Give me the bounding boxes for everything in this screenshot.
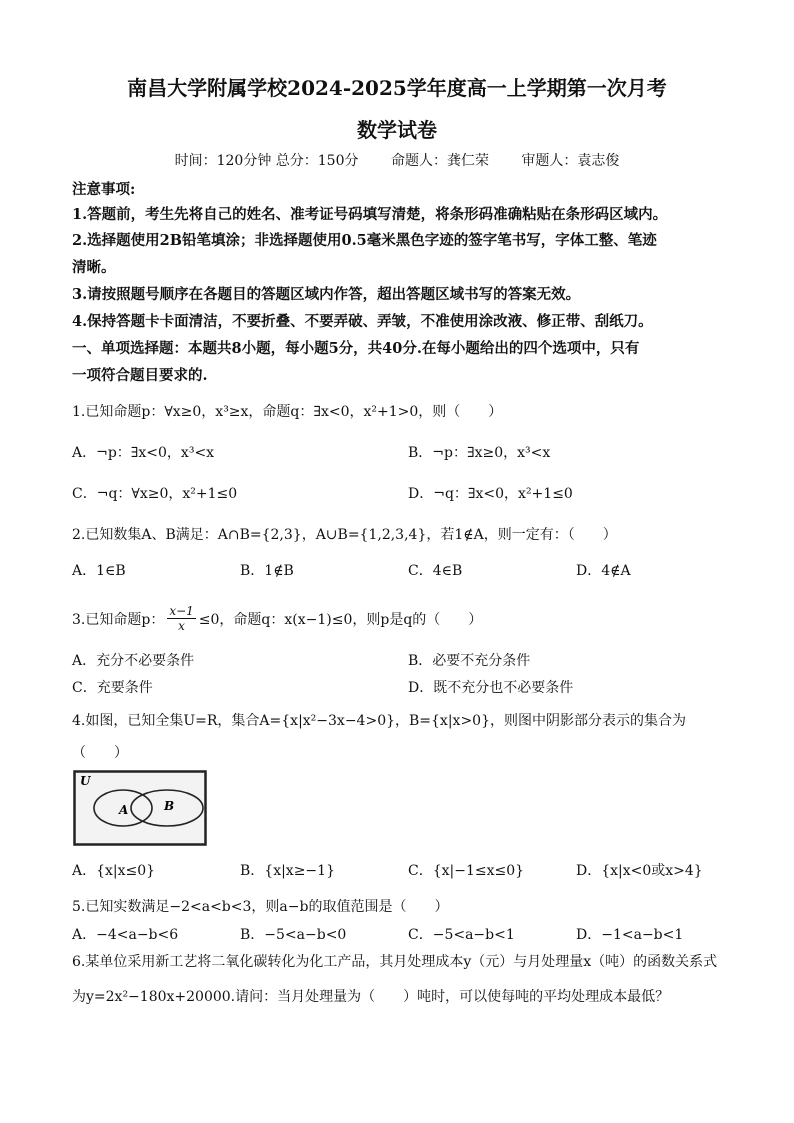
q3-stem-post: ≤0，命题q：x(x−1)≤0，则p是q的（ ） <box>198 611 483 628</box>
exam-meta <box>0 150 794 170</box>
q5-option-b: B．−5<a−b<0 <box>240 927 347 943</box>
note-1: 1.答题前，考生先将自己的姓名、准考证号码填写清楚，将条形码准确粘贴在条形码区域内。 <box>72 206 668 223</box>
q4-option-d: D．{x|x<0或x>4} <box>576 863 703 879</box>
q6-stem-cont: 为y=2x²−180x+20000.请问：当月处理量为（ ）吨时，可以使每吨的平均处理成本最低？ <box>72 989 670 1005</box>
q3-fraction-numerator: x−1 <box>169 604 194 618</box>
section-1-header: 一、单项选择题：本题共8小题，每小题5分，共40分.在每小题给出的四个选项中，只有 <box>72 340 640 357</box>
exam-time: 时间：120分钟 总分：150分 <box>174 153 359 169</box>
note-2-cont: 清晰。 <box>72 259 116 276</box>
section-1-header-cont: 一项符合题目要求的. <box>72 367 208 384</box>
q2-option-d: D．4∉A <box>576 563 631 579</box>
q4-option-a: A．{x|x≤0} <box>72 863 156 879</box>
q3-option-a: A．充分不必要条件 <box>72 653 195 669</box>
q5-option-a: A．−4<a−b<6 <box>72 927 179 943</box>
note-3: 3.请按照题号顺序在各题目的答题区域内作答，超出答题区域书写的答案无效。 <box>72 286 581 303</box>
q4-stem: 4.如图，已知全集U=R，集合A={x|x²−3x−4>0}，B={x|x>0}，则图中阴影部分表示的集合为 <box>72 713 686 729</box>
venn-diagram <box>73 770 207 846</box>
q1-option-c: C．¬q：∀x≥0，x²+1≤0 <box>72 486 238 502</box>
q3-fraction-denominator: x <box>178 619 185 633</box>
q1-option-b: B．¬p：∃x≥0，x³<x <box>408 445 551 461</box>
q2-option-c: C．4∈B <box>408 563 463 579</box>
note-2: 2.选择题使用2B铅笔填涂；非选择题使用0.5毫米黑色字迹的签字笔书写，字体工整、笔迹 <box>72 232 657 249</box>
q2-option-b: B．1∉B <box>240 563 294 579</box>
q2-stem: 2.已知数集A、B满足：A∩B={2,3}，A∪B={1,2,3,4}，若1∉A，则一定有：（ ） <box>72 527 617 543</box>
q1-option-d: D．¬q：∃x<0，x²+1≤0 <box>408 486 573 502</box>
note-4: 4.保持答题卡卡面清洁，不要折叠、不要弄破、弄皱，不准使用涂改液、修正带、刮纸刀。 <box>72 313 653 330</box>
q5-option-d: D．−1<a−b<1 <box>576 927 684 943</box>
q3-stem-pre: 3.已知命题p： <box>72 611 165 628</box>
q5-option-c: C．−5<a−b<1 <box>408 927 515 943</box>
q2-option-a: A．1∈B <box>72 563 126 579</box>
q1-option-a: A．¬p：∃x<0，x³<x <box>72 445 215 461</box>
exam-subtitle: 数学试卷 <box>357 118 437 142</box>
q3-option-c: C．充要条件 <box>72 680 153 696</box>
q3-fraction <box>167 604 195 633</box>
exam-title: 南昌大学附属学校2024-2025学年度高一上学期第一次月考 <box>127 76 667 100</box>
q3-stem <box>72 604 732 633</box>
q3-option-b: B．必要不充分条件 <box>408 653 531 669</box>
q1-stem: 1.已知命题p：∀x≥0，x³≥x，命题q：∃x<0，x²+1>0，则（ ） <box>72 404 503 420</box>
venn-label-b: B <box>164 799 175 813</box>
q5-stem: 5.已知实数满足−2<a<b<3，则a−b的取值范围是（ ） <box>72 899 449 915</box>
venn-label-u: U <box>80 774 91 788</box>
venn-label-a: A <box>119 803 129 817</box>
q6-stem: 6.某单位采用新工艺将二氧化碳转化为化工产品，其月处理成本y（元）与月处理量x（吨）的函数关系式 <box>72 954 718 970</box>
exam-reviewer: 审题人：袁志俊 <box>521 153 620 169</box>
q4-option-b: B．{x|x≥−1} <box>240 863 335 879</box>
exam-author: 命题人：龚仁荣 <box>390 153 489 169</box>
q4-stem-cont: （ ） <box>72 745 128 761</box>
notes-heading: 注意事项: <box>72 181 136 198</box>
q3-option-d: D．既不充分也不必要条件 <box>408 680 574 696</box>
q4-option-c: C．{x|−1≤x≤0} <box>408 863 525 879</box>
